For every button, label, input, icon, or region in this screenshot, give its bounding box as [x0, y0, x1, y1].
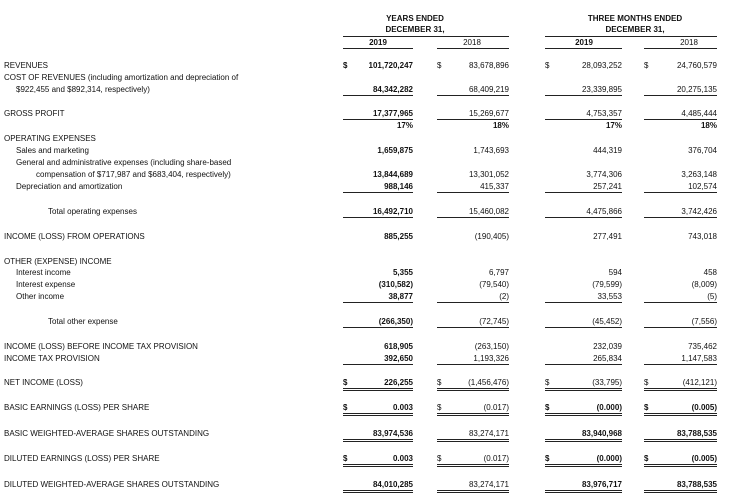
table-row [0, 157, 730, 169]
value-cell-col-3 [545, 479, 622, 493]
value-number: 18% [700, 121, 717, 130]
table-row [0, 353, 730, 365]
value-cell-col-3 [545, 402, 622, 416]
value-number: 23,339,895 [581, 85, 622, 94]
dollar-sign: $ [343, 403, 348, 412]
value-cell-col-3 [545, 453, 622, 467]
value-cell-col-4 [644, 402, 717, 416]
dollar-sign: $ [545, 454, 550, 463]
dollar-sign: $ [437, 454, 442, 463]
value-number: 17% [396, 121, 413, 130]
row-label: OPERATING EXPENSES [4, 134, 96, 143]
value-cell-col-3 [545, 279, 622, 290]
value-number: 18% [492, 121, 509, 130]
table-row [0, 60, 730, 72]
table-row [0, 291, 730, 303]
value-number: 17,377,965 [372, 109, 413, 118]
value-number: 988,146 [384, 182, 413, 191]
value-number: 83,974,536 [372, 429, 413, 438]
row-label: Other income [16, 292, 65, 301]
value-number: 4,475,866 [586, 207, 622, 216]
value-number: 83,788,535 [676, 480, 717, 489]
row-label: Total operating expenses [48, 207, 137, 216]
header-three-months-line2: DECEMBER 31, [605, 25, 665, 34]
value-number: (0.005) [691, 454, 717, 463]
row-label: DILUTED EARNINGS (LOSS) PER SHARE [4, 454, 160, 463]
value-cell-col-4 [644, 341, 717, 352]
value-number: 0.003 [392, 454, 413, 463]
value-number: 83,976,717 [581, 480, 622, 489]
header-years-ended [360, 13, 470, 35]
value-number: 84,342,282 [372, 85, 413, 94]
table-row [0, 267, 730, 279]
value-number: (0.000) [596, 403, 622, 412]
value-cell-col-2 [437, 341, 509, 352]
value-cell-col-3 [545, 181, 622, 193]
value-number: (266,350) [378, 317, 413, 326]
value-number: (0.017) [483, 403, 509, 412]
value-number: 84,010,285 [372, 480, 413, 489]
dollar-sign: $ [545, 403, 550, 412]
value-cell-col-3 [545, 120, 622, 131]
value-cell-col-2 [437, 169, 509, 180]
value-cell-col-3 [545, 145, 622, 156]
value-cell-col-2 [437, 145, 509, 156]
value-cell-col-3 [545, 316, 622, 328]
row-label: Sales and marketing [16, 146, 89, 155]
dollar-sign: $ [437, 61, 442, 70]
value-number: (412,121) [682, 378, 717, 387]
value-cell-col-4 [644, 267, 717, 278]
dollar-sign: $ [343, 61, 348, 70]
value-cell-col-3 [545, 206, 622, 218]
value-number: (190,405) [474, 232, 509, 241]
value-number: 277,491 [593, 232, 622, 241]
value-cell-col-3 [545, 60, 622, 71]
table-row [0, 72, 730, 84]
value-number: (0.005) [691, 403, 717, 412]
value-number: 3,742,426 [681, 207, 717, 216]
value-cell-col-4 [644, 120, 717, 131]
row-label: REVENUES [4, 61, 49, 70]
value-number: 444,319 [593, 146, 622, 155]
value-cell-col-3 [545, 169, 622, 180]
row-label: GROSS PROFIT [4, 109, 65, 118]
value-cell-col-1 [343, 145, 413, 156]
dollar-sign: $ [644, 378, 649, 387]
table-row [0, 341, 730, 353]
year-rule-3 [545, 48, 622, 49]
dollar-sign: $ [644, 403, 649, 412]
value-cell-col-4 [644, 453, 717, 467]
table-row [0, 133, 730, 145]
value-cell-col-1 [343, 353, 413, 365]
value-number: 0.003 [392, 403, 413, 412]
table-row [0, 108, 730, 120]
row-label: Interest income [16, 268, 71, 277]
value-cell-col-1 [343, 84, 413, 96]
value-cell-col-3 [545, 341, 622, 352]
dollar-sign: $ [437, 403, 442, 412]
value-number: 6,797 [488, 268, 509, 277]
value-cell-col-2 [437, 108, 509, 120]
value-number: (310,582) [378, 280, 413, 289]
value-cell-col-1 [343, 206, 413, 218]
header-years-ended-line2: DECEMBER 31, [385, 25, 445, 34]
value-number: (8,009) [691, 280, 717, 289]
value-number: (45,452) [592, 317, 622, 326]
value-cell-col-4 [644, 108, 717, 120]
value-cell-col-3 [545, 267, 622, 278]
value-cell-col-1 [343, 377, 413, 391]
value-cell-col-3 [545, 84, 622, 96]
table-row [0, 453, 730, 465]
value-cell-col-1 [343, 120, 413, 131]
value-cell-col-1 [343, 108, 413, 120]
header-years-ended-rule [343, 36, 509, 37]
value-cell-col-4 [644, 353, 717, 365]
year-rule-4 [644, 48, 717, 49]
header-three-months-line1: THREE MONTHS ENDED [587, 14, 683, 23]
table-row [0, 428, 730, 440]
value-number: (2) [499, 292, 509, 301]
table-row [0, 279, 730, 291]
table-row [0, 181, 730, 193]
value-number: 20,275,135 [676, 85, 717, 94]
table-row [0, 316, 730, 328]
year-col-2: 2018 [463, 38, 481, 47]
dollar-sign: $ [644, 454, 649, 463]
value-number: 4,485,444 [681, 109, 717, 118]
value-cell-col-4 [644, 291, 717, 303]
row-label: INCOME (LOSS) FROM OPERATIONS [4, 232, 145, 241]
value-cell-col-3 [545, 353, 622, 365]
value-cell-col-1 [343, 181, 413, 193]
value-number: 13,301,052 [468, 170, 509, 179]
header-three-months-ended [565, 13, 705, 35]
value-number: 232,039 [593, 342, 622, 351]
value-number: 3,774,306 [586, 170, 622, 179]
row-label: INCOME (LOSS) BEFORE INCOME TAX PROVISION [4, 342, 198, 351]
value-cell-col-4 [644, 84, 717, 96]
value-number: 24,760,579 [676, 61, 717, 70]
table-row [0, 206, 730, 218]
value-number: 17% [605, 121, 622, 130]
row-label: Total other expense [48, 317, 118, 326]
table-row [0, 402, 730, 414]
value-cell-col-1 [343, 453, 413, 467]
dollar-sign: $ [343, 378, 348, 387]
header-three-months-rule [545, 36, 717, 37]
value-cell-col-4 [644, 60, 717, 71]
value-cell-col-2 [437, 377, 509, 391]
value-cell-col-2 [437, 60, 509, 71]
year-col-1: 2019 [369, 38, 387, 47]
value-number: 257,241 [593, 182, 622, 191]
value-number: 1,147,583 [681, 354, 717, 363]
value-number: 885,255 [384, 232, 413, 241]
value-number: 83,940,968 [581, 429, 622, 438]
value-cell-col-2 [437, 428, 509, 442]
value-number: (5) [707, 292, 717, 301]
value-number: (33,795) [592, 378, 622, 387]
row-label: $922,455 and $892,314, respectively) [16, 85, 150, 94]
table-row [0, 120, 730, 132]
value-number: 1,743,693 [473, 146, 509, 155]
table-row [0, 84, 730, 96]
value-cell-col-1 [343, 341, 413, 352]
value-cell-col-3 [545, 377, 622, 391]
value-cell-col-2 [437, 353, 509, 365]
year-col-4: 2018 [680, 38, 698, 47]
value-cell-col-4 [644, 428, 717, 442]
value-number: 68,409,219 [468, 85, 509, 94]
value-number: 38,877 [388, 292, 413, 301]
year-col-3: 2019 [575, 38, 593, 47]
value-cell-col-1 [343, 402, 413, 416]
value-number: 415,337 [480, 182, 509, 191]
value-cell-col-2 [437, 181, 509, 193]
row-label: COST OF REVENUES (including amortization and depreciation of [4, 73, 239, 82]
value-cell-col-4 [644, 181, 717, 193]
value-cell-col-3 [545, 108, 622, 120]
table-row [0, 169, 730, 181]
value-cell-col-2 [437, 206, 509, 218]
value-cell-col-3 [545, 231, 622, 242]
value-number: 1,193,326 [473, 354, 509, 363]
value-cell-col-1 [343, 279, 413, 290]
value-number: 15,269,677 [468, 109, 509, 118]
value-cell-col-2 [437, 402, 509, 416]
dollar-sign: $ [437, 378, 442, 387]
header-years-ended-line1: YEARS ENDED [386, 14, 444, 23]
value-cell-col-1 [343, 428, 413, 442]
value-cell-col-4 [644, 377, 717, 391]
dollar-sign: $ [545, 61, 550, 70]
value-number: 1,659,875 [377, 146, 413, 155]
row-label: compensation of $717,987 and $683,404, respectively) [36, 170, 231, 179]
value-cell-col-1 [343, 267, 413, 278]
value-cell-col-4 [644, 279, 717, 290]
value-cell-col-2 [437, 279, 509, 290]
value-cell-col-2 [437, 479, 509, 493]
value-number: 265,834 [593, 354, 622, 363]
value-cell-col-3 [545, 291, 622, 303]
value-number: 392,650 [384, 354, 413, 363]
value-number: 33,553 [597, 292, 622, 301]
value-cell-col-2 [437, 120, 509, 131]
value-number: 458 [703, 268, 717, 277]
dollar-sign: $ [343, 454, 348, 463]
value-number: (79,540) [479, 280, 509, 289]
value-cell-col-2 [437, 267, 509, 278]
value-cell-col-2 [437, 231, 509, 242]
row-label: General and administrative expenses (including share-based [16, 158, 232, 167]
value-cell-col-2 [437, 291, 509, 303]
value-cell-col-2 [437, 453, 509, 467]
value-number: 83,678,896 [468, 61, 509, 70]
value-number: 15,460,082 [468, 207, 509, 216]
value-cell-col-1 [343, 316, 413, 328]
value-cell-col-1 [343, 291, 413, 303]
value-number: 376,704 [688, 146, 717, 155]
table-row [0, 231, 730, 243]
value-number: 13,844,689 [372, 170, 413, 179]
value-number: (72,745) [479, 317, 509, 326]
value-cell-col-4 [644, 169, 717, 180]
value-number: 735,462 [688, 342, 717, 351]
value-number: 226,255 [384, 378, 413, 387]
table-row [0, 145, 730, 157]
value-cell-col-2 [437, 84, 509, 96]
value-cell-col-1 [343, 60, 413, 71]
value-number: (263,150) [474, 342, 509, 351]
value-cell-col-1 [343, 169, 413, 180]
row-label: INCOME TAX PROVISION [4, 354, 100, 363]
value-number: (1,456,476) [468, 378, 509, 387]
dollar-sign: $ [545, 378, 550, 387]
row-label: DILUTED WEIGHTED-AVERAGE SHARES OUTSTANDING [4, 480, 220, 489]
row-label: Depreciation and amortization [16, 182, 123, 191]
table-row [0, 377, 730, 389]
value-cell-col-4 [644, 206, 717, 218]
table-row [0, 479, 730, 491]
value-number: (0.017) [483, 454, 509, 463]
value-number: 102,574 [688, 182, 717, 191]
value-cell-col-3 [545, 428, 622, 442]
year-rule-2 [437, 48, 509, 49]
row-label: OTHER (EXPENSE) INCOME [4, 257, 112, 266]
value-number: (79,599) [592, 280, 622, 289]
value-number: 83,274,171 [468, 429, 509, 438]
value-cell-col-2 [437, 316, 509, 328]
value-number: 83,788,535 [676, 429, 717, 438]
value-number: 743,018 [688, 232, 717, 241]
value-cell-col-4 [644, 316, 717, 328]
value-number: 3,263,148 [681, 170, 717, 179]
value-number: (0.000) [596, 454, 622, 463]
value-number: (7,556) [691, 317, 717, 326]
dollar-sign: $ [644, 61, 649, 70]
value-cell-col-1 [343, 479, 413, 493]
value-number: 28,093,252 [581, 61, 622, 70]
value-number: 594 [608, 268, 622, 277]
value-number: 16,492,710 [372, 207, 413, 216]
value-cell-col-4 [644, 145, 717, 156]
value-number: 83,274,171 [468, 480, 509, 489]
value-number: 5,355 [392, 268, 413, 277]
value-number: 101,720,247 [368, 61, 413, 70]
value-cell-col-4 [644, 479, 717, 493]
row-label: NET INCOME (LOSS) [4, 378, 83, 387]
row-label: BASIC WEIGHTED-AVERAGE SHARES OUTSTANDING [4, 429, 210, 438]
year-rule-1 [343, 48, 413, 49]
value-number: 4,753,357 [586, 109, 622, 118]
row-label: BASIC EARNINGS (LOSS) PER SHARE [4, 403, 150, 412]
row-label: Interest expense [16, 280, 76, 289]
value-cell-col-4 [644, 231, 717, 242]
value-cell-col-1 [343, 231, 413, 242]
value-number: 618,905 [384, 342, 413, 351]
